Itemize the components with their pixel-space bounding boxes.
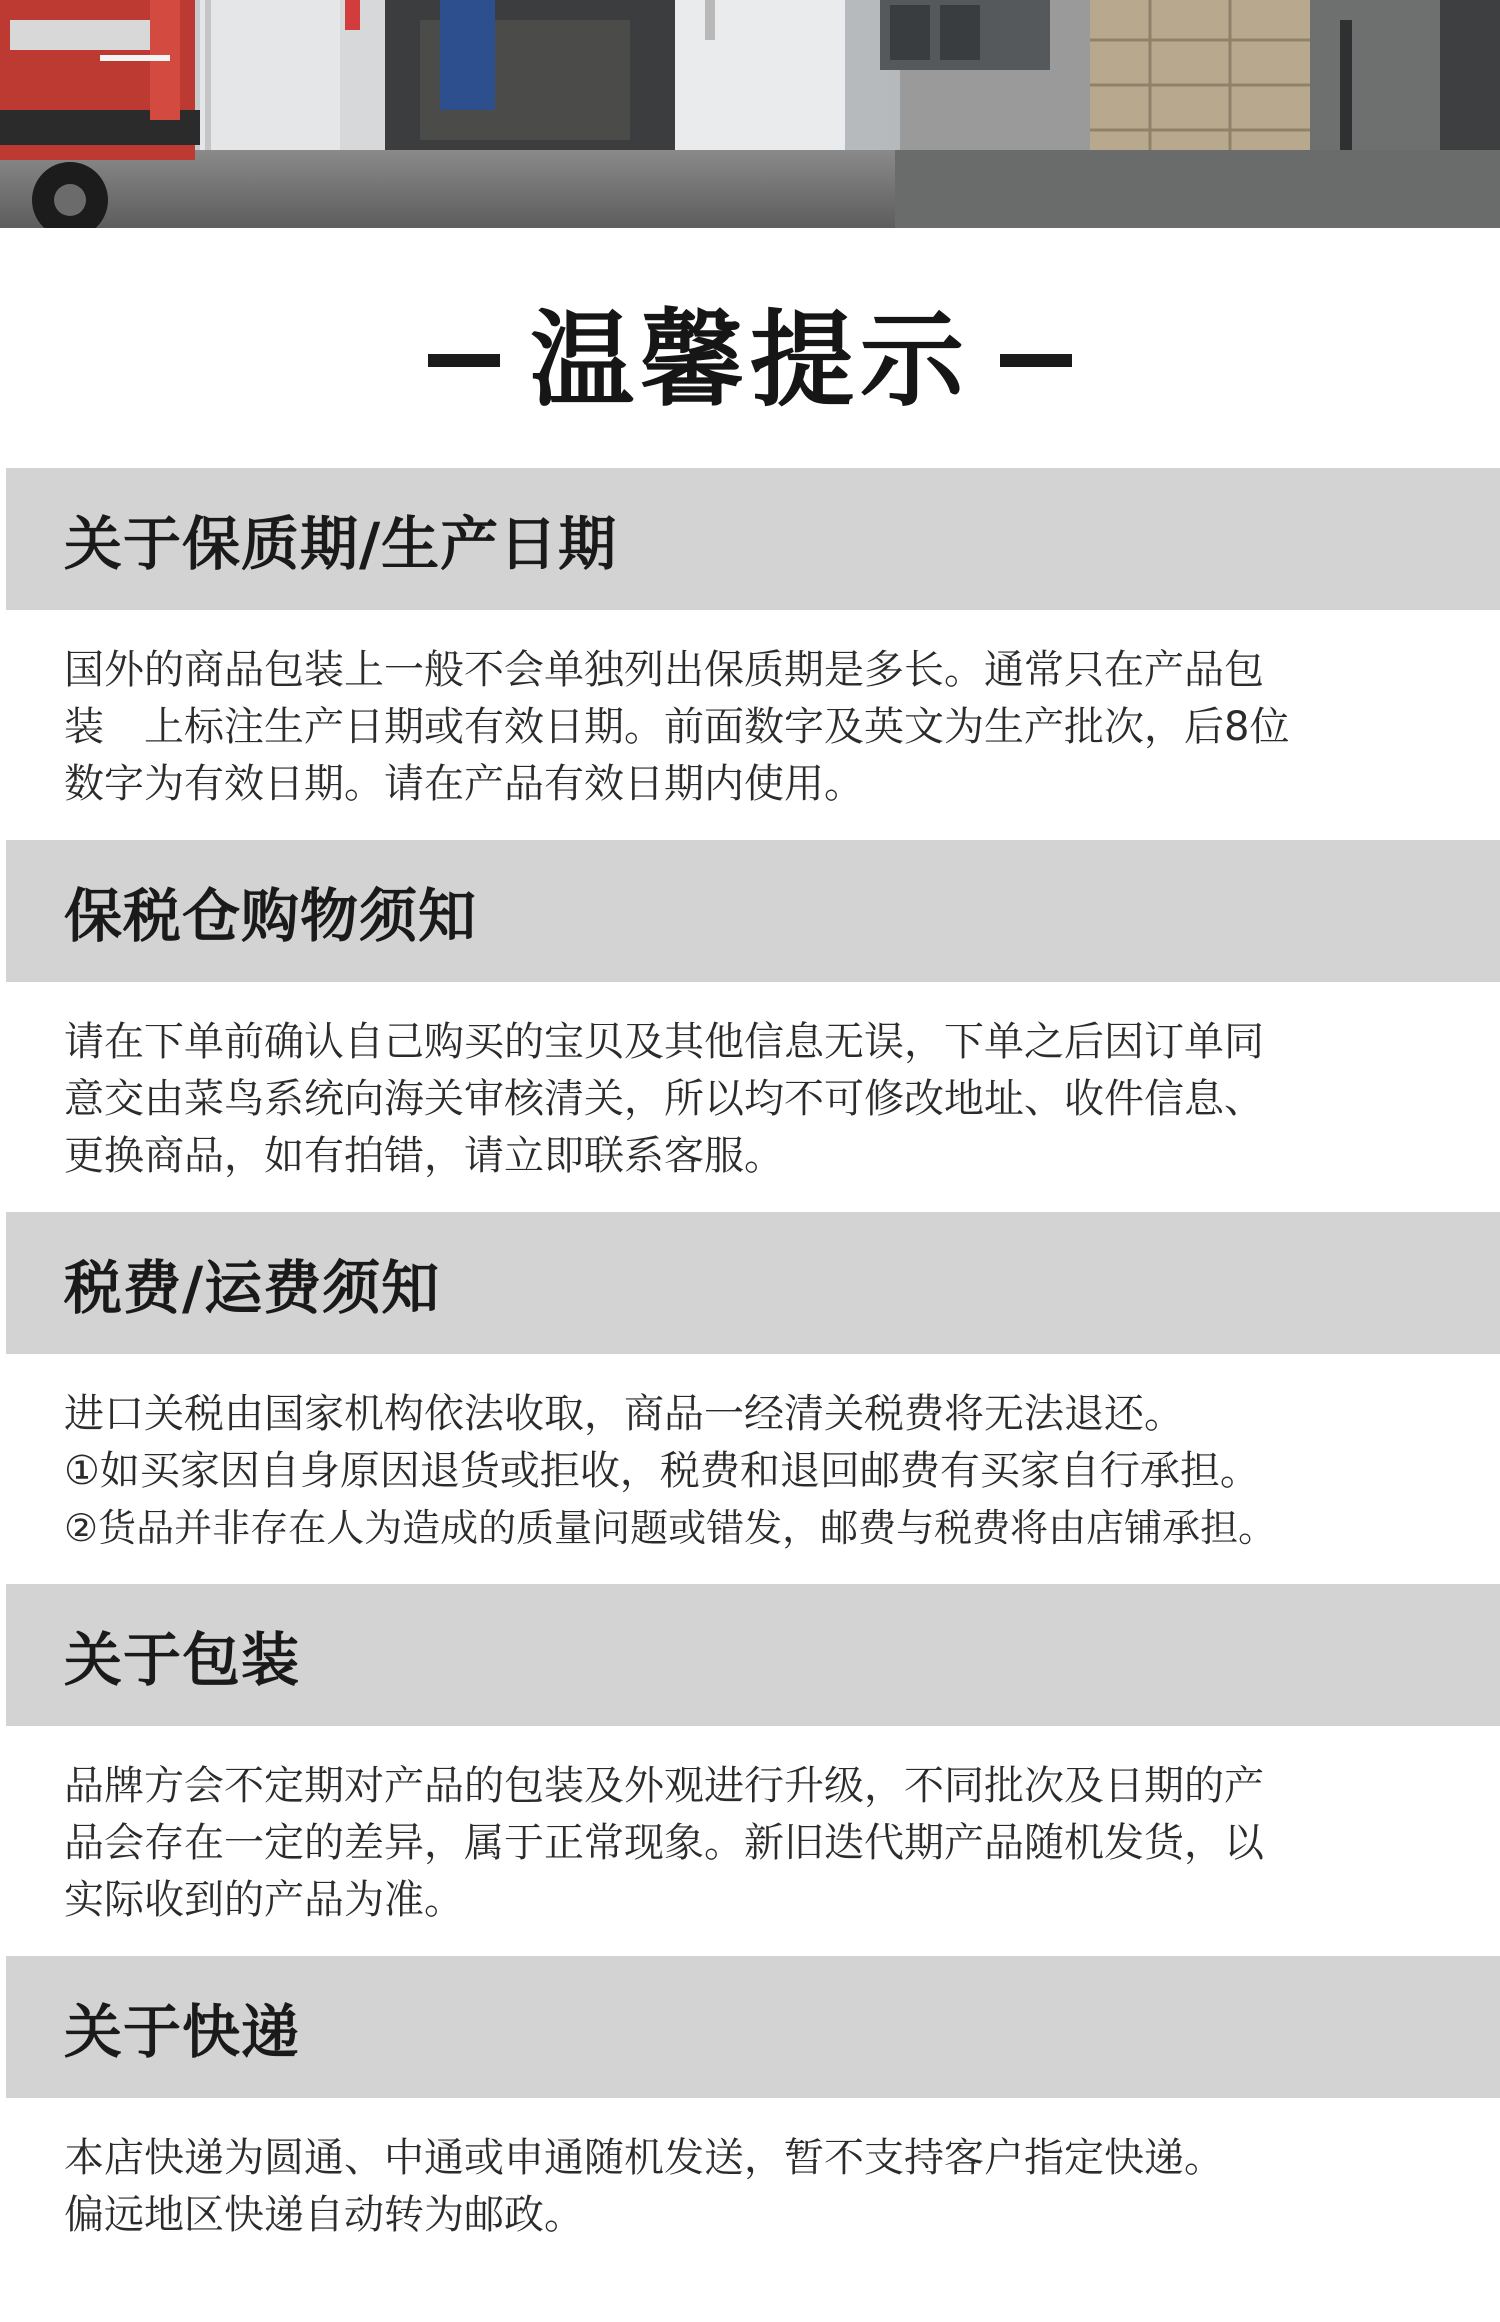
page-title: 温馨提示 xyxy=(529,299,970,421)
body-line: 品牌方会不定期对产品的包装及外观进行升级，不同批次及日期的产 xyxy=(64,1763,1264,1809)
body-line: 进口关税由国家机构依法收取，商品一经清关税费将无法退还。 xyxy=(64,1391,1184,1437)
body-line: 意交由菜鸟系统向海关审核清关，所以均不可修改地址、收件信息、 xyxy=(64,1076,1264,1122)
heading-left-dash xyxy=(428,354,500,367)
section-header-tax-shipping xyxy=(6,1212,1500,1354)
body-line: 本店快递为圆通、中通或申通随机发送，暂不支持客户指定快递。 xyxy=(64,2135,1224,2181)
section-header-courier xyxy=(6,1956,1500,2098)
body-line: 品会存在一定的差异，属于正常现象。新旧迭代期产品随机发货，以 xyxy=(64,1820,1264,1866)
body-line: 数字为有效日期。请在产品有效日期内使用。 xyxy=(64,761,864,807)
section-title: 关于快递 xyxy=(64,1998,301,2066)
body-line: ①如买家因自身原因退货或拒收，税费和退回邮费有买家自行承担。 xyxy=(64,1448,1260,1494)
body-line: 请在下单前确认自己购买的宝贝及其他信息无误，下单之后因订单同 xyxy=(64,1019,1264,1065)
body-line: 装 上标注生产日期或有效日期。前面数字及英文为生产批次，后8位 xyxy=(64,704,1290,750)
page-heading xyxy=(0,290,1500,430)
section-body-shelf-life xyxy=(64,642,1464,813)
section-title: 保税仓购物须知 xyxy=(64,882,478,950)
section-body-tax-shipping xyxy=(64,1386,1464,1557)
body-line: 偏远地区快递自动转为邮政。 xyxy=(64,2192,584,2238)
body-line: 更换商品，如有拍错，请立即联系客服。 xyxy=(64,1133,784,1179)
heading-right-dash xyxy=(1000,354,1072,367)
warehouse-photo xyxy=(0,0,1500,228)
warehouse-photo-banner xyxy=(0,0,1500,228)
section-header-packaging xyxy=(6,1584,1500,1726)
section-body-bonded-warehouse xyxy=(64,1014,1464,1185)
body-line: 实际收到的产品为准。 xyxy=(64,1877,464,1923)
section-title: 关于包装 xyxy=(64,1626,301,1694)
body-line: 国外的商品包装上一般不会单独列出保质期是多长。通常只在产品包 xyxy=(64,647,1264,693)
section-body-packaging xyxy=(64,1758,1464,1929)
section-header-bonded-warehouse xyxy=(6,840,1500,982)
section-header-shelf-life xyxy=(6,468,1500,610)
section-title: 税费/运费须知 xyxy=(64,1254,441,1322)
section-body-courier xyxy=(64,2130,1464,2244)
body-line: ②货品并非存在人为造成的质量问题或错发，邮费与税费将由店铺承担。 xyxy=(64,1506,1277,1550)
section-title: 关于保质期/生产日期 xyxy=(64,510,618,578)
